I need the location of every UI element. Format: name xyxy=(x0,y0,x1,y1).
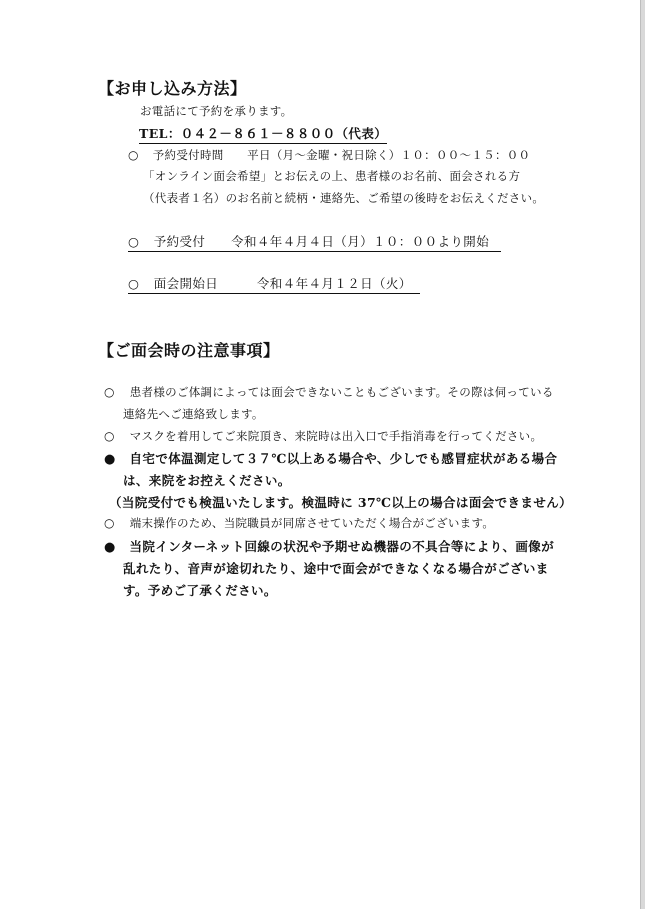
visit-start-row xyxy=(128,274,420,294)
hollow-circle-icon: ○ xyxy=(104,429,115,443)
hours-text: 予約受付時間 平日（月～金曜・祝日除く）１０：００～１５：００ xyxy=(152,148,531,162)
section-title-precautions: 【ご面会時の注意事項】 xyxy=(98,341,280,360)
hollow-circle-icon: ○ xyxy=(128,148,139,162)
list-item xyxy=(104,515,494,531)
visit-start-text: 面会開始日 令和４年４月１２日（火） xyxy=(153,276,412,291)
list-item-text: 端末操作のため、当院職員が同席させていただく場合がございます。 xyxy=(129,516,495,530)
hollow-circle-icon: ○ xyxy=(128,234,140,249)
list-item xyxy=(104,449,557,467)
hours-row xyxy=(128,147,530,163)
list-item xyxy=(104,384,554,400)
list-item xyxy=(104,537,554,555)
instruction-line-2: （代表者１名）のお名前と続柄・連絡先、ご希望の後時をお伝えください。 xyxy=(143,191,545,205)
filled-circle-icon: ● xyxy=(104,540,116,555)
reservation-start-text: 予約受付 令和４年４月４日（月）１０：００より開始 xyxy=(153,234,490,249)
reservation-start-row xyxy=(128,232,501,252)
list-item-text: 自宅で体温測定して３７℃以上ある場合や、少しでも感冒症状がある場合 xyxy=(129,451,558,466)
page-right-edge xyxy=(640,0,645,909)
hollow-circle-icon: ○ xyxy=(104,516,115,530)
section-title-application: 【お申し込み方法】 xyxy=(98,79,247,98)
list-item-text-continued: 連絡先へご連絡致します。 xyxy=(123,407,264,421)
list-item xyxy=(104,428,542,444)
hollow-circle-icon: ○ xyxy=(128,276,140,291)
intro-text: お電話にて予約を承ります。 xyxy=(140,104,293,118)
list-item-text: 当院インターネット回線の状況や予期せぬ機器の不具合等により、画像が xyxy=(129,539,555,554)
list-item-text-continued: は、来院をお控えください。 xyxy=(123,473,291,488)
instruction-line-1: 「オンライン面会希望」とお伝えの上、患者様のお名前、面会される方 xyxy=(143,169,521,183)
filled-circle-icon: ● xyxy=(104,452,116,467)
hollow-circle-icon: ○ xyxy=(104,385,115,399)
phone-number: TEL：０４２－８６１－８８００（代表） xyxy=(139,124,387,144)
temperature-note: （当院受付でも検温いたします。検温時に 37℃以上の場合は面会できません） xyxy=(109,495,573,510)
list-item-text: 患者様のご体調によっては面会できないこともございます。その際は伺っている xyxy=(129,385,554,399)
list-item-text-continued: す。予めご了承ください。 xyxy=(123,583,277,598)
list-item-text-continued: 乱れたり、音声が途切れたり、途中で面会ができなくなる場合がございま xyxy=(123,561,549,576)
list-item-text: マスクを着用してご来院頂き、来院時は出入口で手指消毒を行ってください。 xyxy=(129,429,543,443)
